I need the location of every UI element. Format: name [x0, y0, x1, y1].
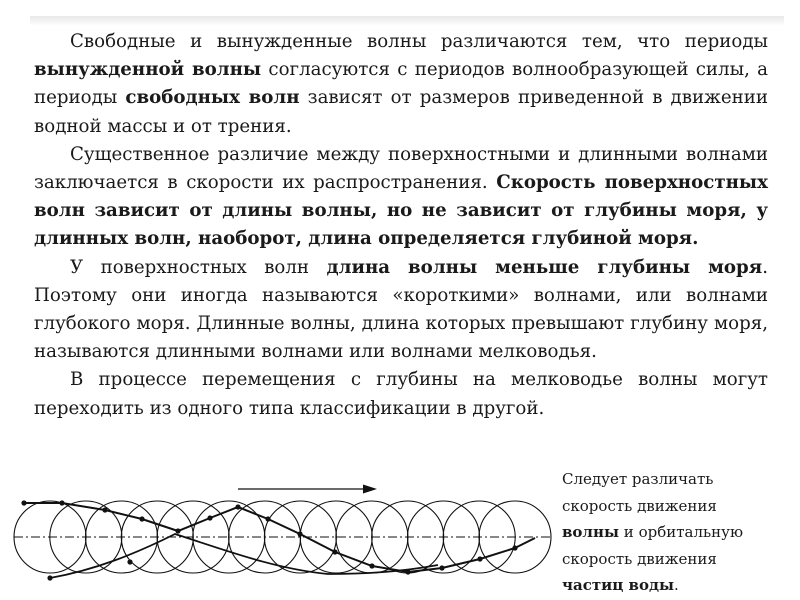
side-note-run-4: частиц воды [562, 576, 675, 594]
particle-dot [297, 531, 302, 536]
main-text [34, 28, 768, 423]
paragraph-2 [34, 141, 768, 254]
side-note-run-5: . [674, 576, 679, 594]
para1-run-3: согласуются с периодов волнообразующей силы, а периоды [34, 59, 768, 109]
particle-dot [477, 556, 482, 561]
particle-dot [21, 500, 26, 505]
particle-dot [439, 565, 444, 570]
particle-dot [369, 563, 374, 568]
particle-dot [235, 504, 240, 509]
particle-dot [175, 528, 180, 533]
paragraph-4 [34, 366, 768, 422]
particle-dot [47, 575, 52, 580]
paragraph-1 [34, 28, 768, 141]
side-note-run-2: волны [562, 523, 620, 541]
particle-dot [59, 500, 64, 505]
particle-dot [127, 559, 132, 564]
wave-orbit-diagram [10, 470, 555, 600]
para1-run-4: свободных волн [125, 87, 300, 109]
side-note-run-3: и орбитальную скорость движения [562, 523, 744, 568]
para3-run-3: . Поэтому они иногда называются «короткими» волнами, или волнами глубокого моря. Длинные волны, длина которых превышают глубину моря, называются длинными волнами или волнами мелководья. [34, 256, 768, 363]
para1-run-5: зависят от размеров приведенной в движении водной массы и от трения. [34, 87, 768, 137]
side-note-run-1: Следует различать скорость движения [562, 470, 717, 515]
particle-dot [207, 515, 212, 520]
para2-run-1: Существенное различие между поверхностными и длинными волнами заключается в скорости их распространения. [34, 143, 768, 194]
particle-dot [265, 516, 270, 521]
para4-run-1: В процессе перемещения с глубины на мелководье волны могут переходить из одного типа классификации в другой. [34, 369, 768, 419]
paragraph-3 [34, 254, 768, 367]
top-shadow-bar [30, 16, 784, 26]
particle-dot [139, 516, 144, 521]
particle-dot [332, 549, 337, 554]
particle-dot [512, 545, 517, 550]
para1-run-1: Свободные и вынужденные волны различаются тем, что периоды [70, 31, 768, 52]
arrow-head-icon [363, 485, 377, 494]
particle-arc-line [50, 534, 438, 578]
side-note [562, 466, 774, 599]
para3-run-2: длина волны меньше глубины моря [326, 256, 763, 278]
particle-dot [405, 569, 410, 574]
para1-run-2: вынужденной волны [34, 59, 262, 81]
para3-run-1: У поверхностных волн [70, 256, 327, 278]
para2-run-2: Скорость поверхностных волн зависит от длины волны, но не зависит от глубины моря, у длинных волн, наоборот, длина определяется глубиной моря. [34, 172, 768, 250]
particle-dot [102, 507, 107, 512]
